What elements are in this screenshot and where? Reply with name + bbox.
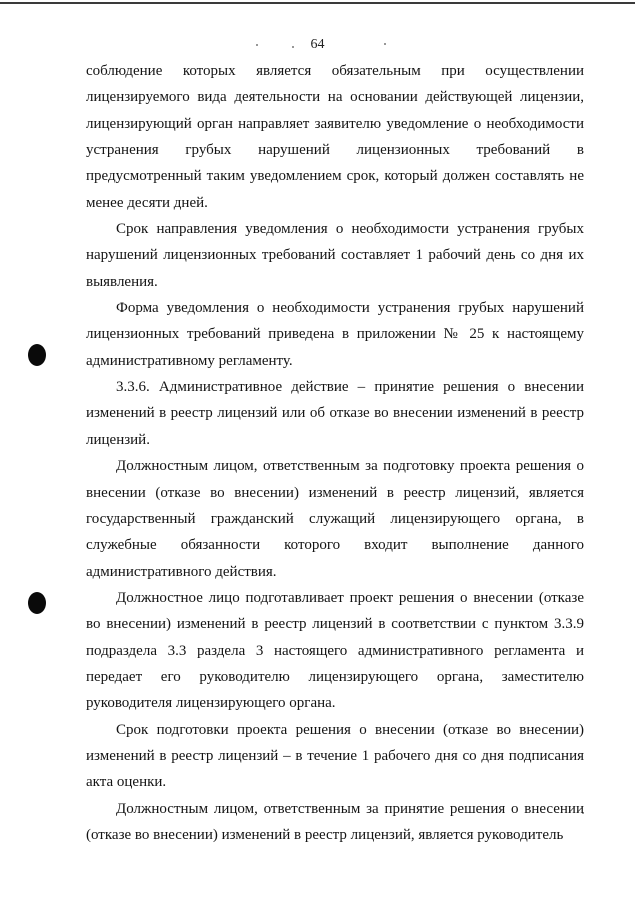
scan-speck xyxy=(292,46,294,48)
paragraph-responsible-official: Должностным лицом, ответственным за подготовку проекта решения о внесении (отказе во внесении) изменений в реестр лицензий, является государственный гражданский служащий лицензирующего органа, в служебные обязанности которого входит выполнение данного административного действия. xyxy=(86,458,584,580)
paragraph-draft-preparation: Должностное лицо подготавливает проект решения о внесении (отказе во внесении) изменений в реестр лицензий в соответствии с пунктом 3.3.9 подраздела 3.3 раздела 3 настоящего административного регламента и передает его руководителю лицензирующего органа, заместителю руководителя лицензирующего органа. xyxy=(86,589,584,712)
paragraph-continuation: соблюдение которых является обязательным при осуществлении лицензируемого вида деятельности на основании действующей лицензии, лицензирующий орган направляет заявителю уведомление о необходимости устранения грубых нарушений лицензионных требований в предусмотренный таким уведомлением срок, который должен составлять не менее десяти дней. xyxy=(86,63,584,211)
punch-hole-upper xyxy=(28,344,46,366)
document-body xyxy=(86,58,584,848)
scan-top-edge xyxy=(0,2,635,4)
paragraph-notice-form: Форма уведомления о необходимости устранения грубых нарушений лицензионных требований приведена в приложении № 25 к настоящему административному регламенту. xyxy=(86,300,584,369)
paragraph-section-3-3-6: 3.3.6. Административное действие – принятие решения о внесении изменений в реестр лицензий или об отказе во внесении изменений в реестр лицензий. xyxy=(86,379,584,448)
paragraph-draft-deadline: Срок подготовки проекта решения о внесении (отказе во внесении) изменений в реестр лицензий – в течение 1 рабочего дня со дня подписания акта оценки. xyxy=(86,721,584,791)
page-number: 64 xyxy=(310,37,325,52)
paragraph-decision-official: Должностным лицом, ответственным за принятие решения о внесении (отказе во внесении) изменений в реестр лицензий, является руководитель xyxy=(86,800,584,843)
scan-speck xyxy=(384,43,386,45)
punch-hole-lower xyxy=(28,592,46,614)
paragraph-notice-deadline: Срок направления уведомления о необходимости устранения грубых нарушений лицензионных требований составляет 1 рабочий день со дня их выявления. xyxy=(86,221,584,290)
scan-speck xyxy=(256,44,258,46)
